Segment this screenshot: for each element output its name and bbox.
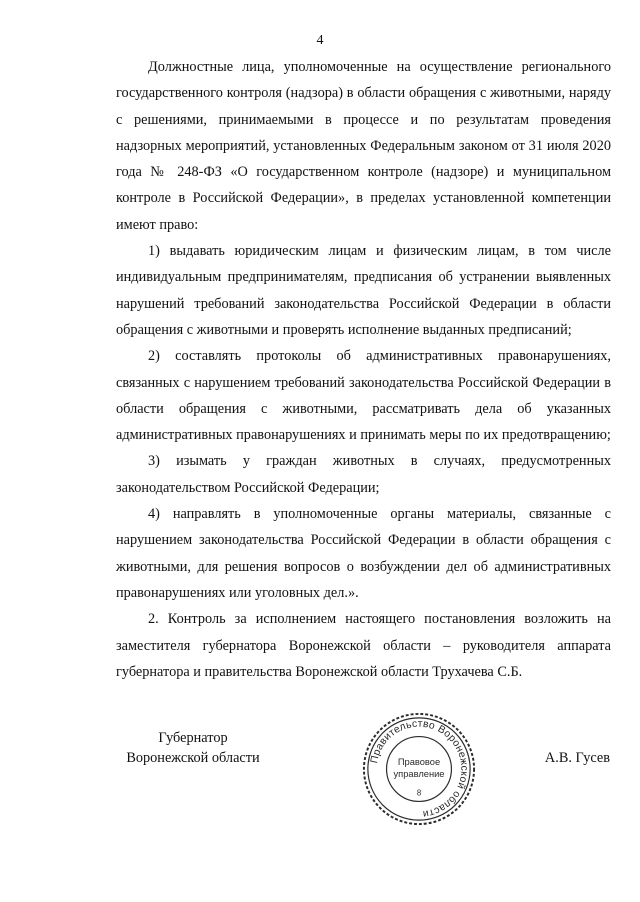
official-stamp — [360, 710, 478, 828]
signatory-title-line1: Губернатор — [158, 730, 228, 746]
paragraph-item-1: 1) выдавать юридическим лицам и физическим лицам, в том числе индивидуальным предпринимателям, предписания об устранении выявленных нарушений требований законодательства Российской Федерации в области обращения с животными и проверять исполнение выданных предписаний; — [116, 243, 611, 338]
paragraph-intro: Должностные лица, уполномоченные на осуществление регионального государственного контроля (надзора) в области обращения с животными, наряду с решениями, принимаемыми в процессе и по результатам проведения надзорных мероприятий, установленных Федеральным законом от 31 июля 2020 года № 248-ФЗ «О государственном контроле (надзоре) и муниципальном контроле в Российской Федерации», в пределах установленной компетенции имеют право: — [116, 59, 611, 233]
page-number: 4 — [316, 33, 324, 48]
stamp-center-line1: Правовое — [397, 757, 441, 768]
signatory-title-line2: Воронежской области — [126, 750, 260, 766]
paragraph-control: 2. Контроль за исполнением настоящего постановления возложить на заместителя губернатора Воронежской области – руководителя аппарата губернатора и правительства Воронежской области Трухачева С.Б. — [116, 611, 611, 680]
stamp-bottom-mark: 8 — [416, 788, 422, 798]
document-body — [116, 54, 611, 685]
paragraph-item-2: 2) составлять протоколы об административных правонарушениях, связанных с нарушением требований законодательства Российской Федерации в области обращения с животными, рассматривать дела об указанных административных правонарушениях и принимать меры по их предотвращению; — [116, 348, 611, 444]
stamp-center-line2: управление — [393, 768, 445, 779]
paragraph-item-4: 4) направлять в уполномоченные органы материалы, связанные с нарушением законодательства Российской Федерации в области обращения с животными, для решения вопросов о возбуждении дел об административных правонарушениях или уголовных дел.». — [116, 506, 611, 601]
stamp-ring-text: Правительство Воронежской области — [369, 718, 470, 820]
signatory-title — [112, 728, 274, 768]
signature-block — [0, 718, 640, 828]
paragraph-item-3: 3) изымать у граждан животных в случаях, предусмотренных законодательством Российской Федерации; — [116, 453, 611, 496]
signatory-name: А.В. Гусев — [544, 750, 610, 766]
